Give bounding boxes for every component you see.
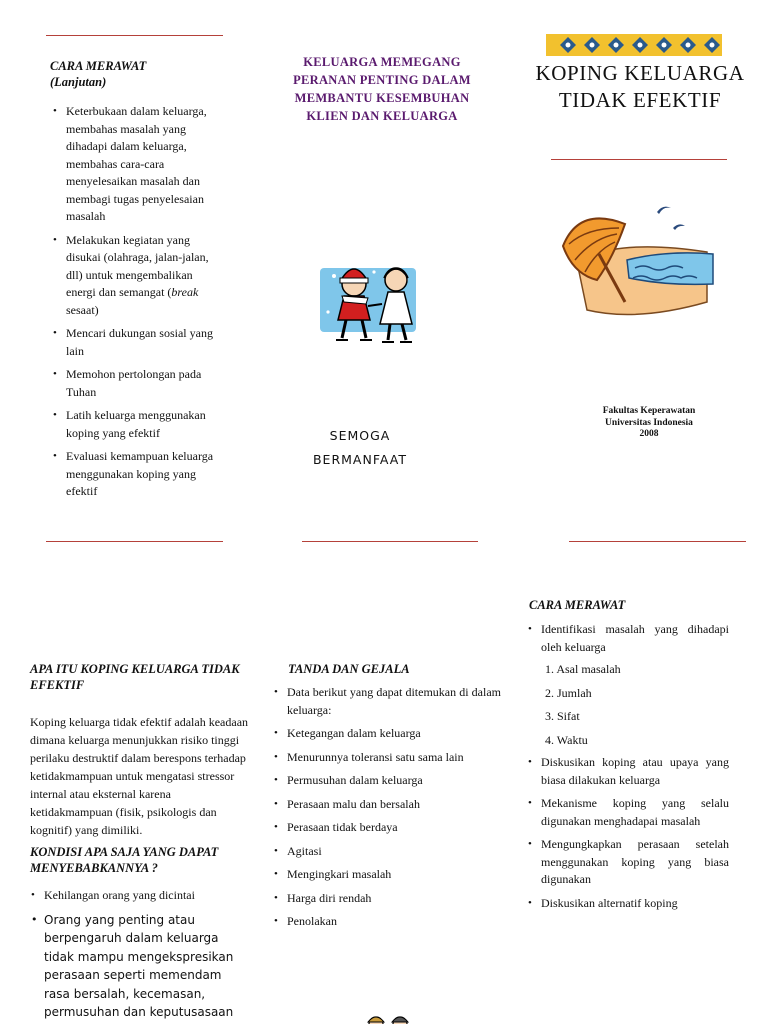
care-list-secondary — [527, 754, 729, 912]
divider-top-right — [551, 159, 727, 160]
care-sublist — [529, 658, 729, 752]
sublist-item: 2. Jumlah — [545, 685, 592, 700]
signs-list — [273, 684, 501, 931]
list-item: • Menurunnya toleransi satu sama lain — [273, 749, 501, 767]
divider-mid-left — [46, 541, 223, 542]
university-name: Universitas Indonesia — [605, 417, 693, 428]
publication-year: 2008 — [639, 429, 659, 439]
sublist-item: 3. Sifat — [545, 709, 580, 723]
closing-line: SEMOGA — [329, 428, 391, 443]
list-item: • Mengungkapkan perasaan setelah menggunakan koping yang biasa digunakan — [527, 836, 729, 889]
list-item: • Mencari dukungan sosial yang lain — [52, 325, 222, 360]
signs-heading: TANDA DAN GEJALA — [288, 662, 410, 676]
divider-mid-right — [569, 541, 746, 542]
causes-list — [30, 887, 250, 1022]
list-item: • Mengingkari masalah — [273, 866, 501, 884]
list-item: • Keterbukaan dalam keluarga, membahas masalah yang dihadapi dalam keluarga, membahas cara-cara menyelesaikan masalah dan membagi tugas penyelesaian masalah — [52, 103, 222, 226]
panel-care — [529, 597, 729, 613]
list-item: • Melakukan kegiatan yang disukai (olahraga, jalan-jalan, dll) untuk mengembalikan energi dan semangat (break sesaat) — [52, 232, 222, 320]
list-item: • Memohon pertolongan pada Tuhan — [52, 366, 222, 401]
list-item: • Agitasi — [273, 843, 501, 861]
list-item: • Perasaan malu dan bersalah — [273, 796, 501, 814]
brochure-title: KOPING KELUARGA TIDAK EFEKTIF — [535, 61, 745, 112]
couple-skating-illustration — [314, 254, 434, 350]
faculty-name: Fakultas Keperawatan — [602, 406, 696, 416]
care-continued-list — [52, 103, 222, 501]
divider-top-left — [46, 35, 223, 36]
definition-heading: APA ITU KOPING KELUARGA TIDAK EFEKTIF — [30, 662, 240, 692]
closing-message — [300, 424, 420, 472]
panel-definition — [30, 661, 250, 1022]
list-item: • Perasaan tidak berdaya — [273, 819, 501, 837]
publisher-info — [576, 406, 722, 441]
decorative-banner — [546, 34, 722, 56]
list-item: • Diskusikan alternatif koping — [527, 895, 729, 913]
list-item: • Evaluasi kemampuan keluarga menggunakan koping yang efektif — [52, 448, 222, 501]
closing-line: BERMANFAAT — [312, 452, 407, 467]
list-item: • Permusuhan dalam keluarga — [273, 772, 501, 790]
list-item: • Latih keluarga menggunakan koping yang efektif — [52, 407, 222, 442]
care-content — [527, 621, 729, 912]
care-heading: CARA MERAWAT — [529, 598, 626, 612]
bottom-illustration — [364, 1014, 416, 1024]
causes-heading: KONDISI APA SAJA YANG DAPAT MENYEBABKANNYA ? — [30, 845, 219, 875]
sublist-item: 1. Asal masalah — [545, 662, 621, 676]
list-item: • Identifikasi masalah yang dihadapi oleh keluarga — [527, 621, 729, 656]
panel-care-continued — [50, 58, 240, 90]
divider-mid-center — [302, 541, 478, 542]
panel-signs — [288, 661, 488, 677]
list-item: • Kehilangan orang yang dicintai — [30, 887, 250, 905]
list-item: • Data berikut yang dapat ditemukan di dalam keluarga: — [273, 684, 501, 719]
list-item: • Ketegangan dalam keluarga — [273, 725, 501, 743]
panel-title: CARA MERAWAT — [50, 59, 147, 73]
list-item: • Harga diri rendah — [273, 890, 501, 908]
motto-text: KELUARGA MEMEGANG PERANAN PENTING DALAM MEMBANTU KESEMBUHAN KLIEN DAN KELUARGA — [293, 55, 471, 123]
beach-umbrella-illustration — [557, 198, 727, 330]
definition-text: Koping keluarga tidak efektif adalah keadaan dimana keluarga menunjukkan risiko tinggi perilaku destruktif dalam berespons terhadap ketidakmampuan untuk mengatasi stressor internal atau eksternal karena ketidakmampuan (fisik, psikologis dan kognitif) yang dimiliki. — [30, 715, 249, 837]
sublist-item: 4. Waktu — [545, 732, 588, 747]
list-item: • Mekanisme koping yang selalu digunakan menghadapai masalah — [527, 795, 729, 830]
list-item: • Orang yang penting atau berpengaruh dalam keluarga tidak mampu mengekspresikan perasaan seperti memendam rasa bersalah, kecemasan, permusuhan dan keputusasaan — [30, 911, 250, 1022]
care-list-primary — [527, 621, 729, 656]
panel-subtitle: (Lanjutan) — [50, 75, 107, 89]
list-item: • Penolakan — [273, 913, 501, 931]
list-item: • Diskusikan koping atau upaya yang biasa dilakukan keluarga — [527, 754, 729, 789]
